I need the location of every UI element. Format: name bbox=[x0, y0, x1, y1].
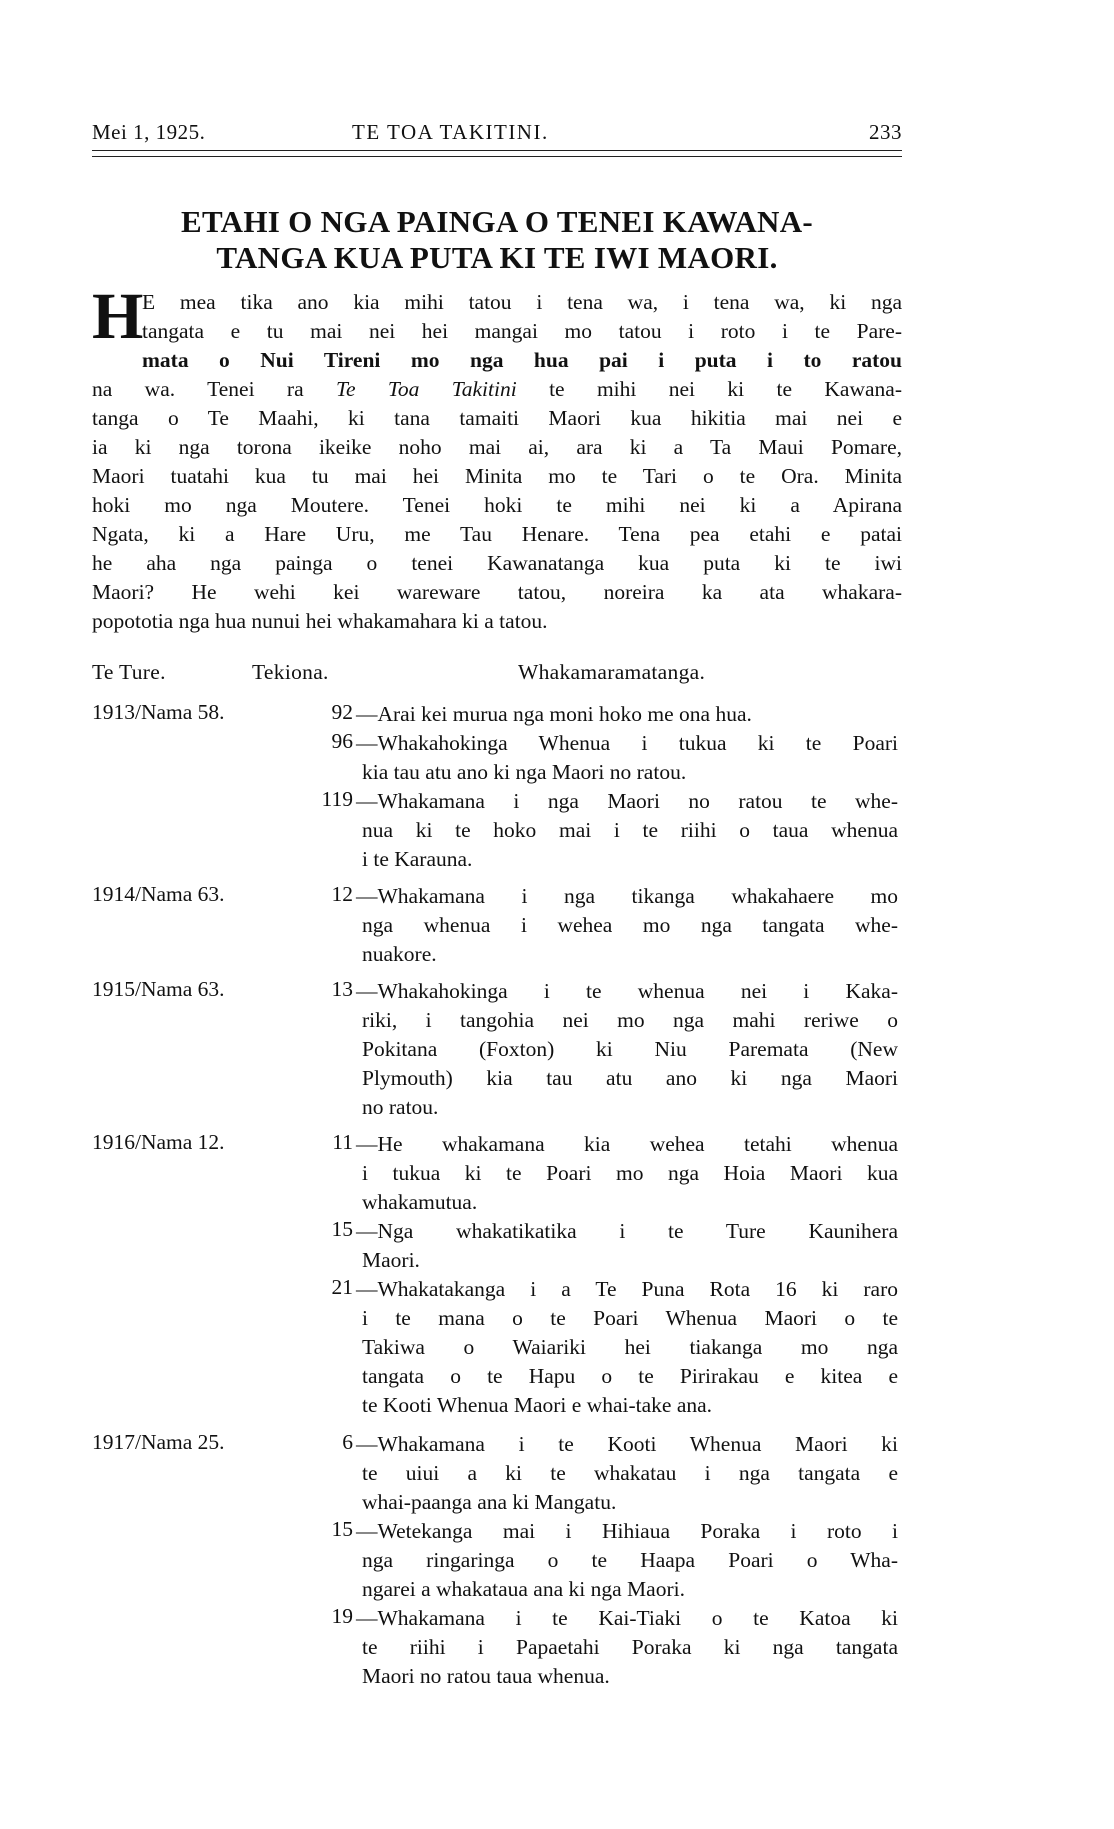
section-description-line: Pokitana (Foxton) ki Niu Paremata (New bbox=[362, 1037, 898, 1061]
section-description-line: i te Karauna. bbox=[362, 847, 473, 871]
section-description-line: whakamutua. bbox=[362, 1190, 478, 1214]
section-number: 15 bbox=[331, 1217, 353, 1241]
section-description-line: nuakore. bbox=[362, 942, 437, 966]
article-title-line-1: ETAHI O NGA PAINGA O TENEI KAWANA- bbox=[180, 204, 814, 239]
section-description-line: tangata o te Hapu o te Pirirakau e kitea e bbox=[362, 1364, 898, 1388]
act-year-number: 1916/Nama 12. bbox=[92, 1130, 225, 1154]
header-rule-double bbox=[92, 156, 902, 157]
intro-line: Maori? He wehi kei wareware tatou, noreira ka ata whakara- bbox=[92, 580, 902, 604]
intro-line: ia ki nga torona ikeike noho mai ai, ara ki a Ta Maui Pomare, bbox=[92, 435, 902, 459]
section-description-line: nga ringaringa o te Haapa Poari o Wha- bbox=[362, 1548, 898, 1572]
header-page-number: 233 bbox=[869, 120, 902, 144]
intro-line: na wa. Tenei ra Te Toa Takitini te mihi nei ki te Kawana- bbox=[92, 377, 902, 401]
running-header bbox=[92, 120, 902, 152]
act-year-number: 1914/Nama 63. bbox=[92, 882, 225, 906]
section-description-line: nua ki te hoko mai i te riihi o taua whenua bbox=[362, 818, 898, 842]
section-number: 119 bbox=[321, 787, 353, 811]
drop-cap: H bbox=[92, 280, 144, 353]
intro-line: E mea tika ano kia mihi tatou i tena wa, i tena wa, ki nga bbox=[142, 290, 902, 314]
section-description-line: —Whakamana i nga tikanga whakahaere mo bbox=[356, 884, 898, 908]
section-description-line: —Whakahokinga i te whenua nei i Kaka- bbox=[356, 979, 898, 1003]
section-description-line: kia tau atu ano ki nga Maori no ratou. bbox=[362, 760, 687, 784]
section-description-line: Takiwa o Waiariki hei tiakanga mo nga bbox=[362, 1335, 898, 1359]
article-title-line-2: TANGA KUA PUTA KI TE IWI MAORI. bbox=[216, 240, 778, 275]
intro-line: Maori tuatahi kua tu mai hei Minita mo te Tari o te Ora. Minita bbox=[92, 464, 902, 488]
section-number: 21 bbox=[331, 1275, 353, 1299]
section-description-line: te riihi i Papaetahi Poraka ki nga tangata bbox=[362, 1635, 898, 1659]
header-rule bbox=[92, 150, 902, 151]
header-date: Mei 1, 1925. bbox=[92, 120, 206, 144]
section-description-line: no ratou. bbox=[362, 1095, 439, 1119]
section-description-line: ngarei a whakataua ana ki nga Maori. bbox=[362, 1577, 685, 1601]
section-number: 11 bbox=[332, 1130, 353, 1154]
section-description-line: nga whenua i wehea mo nga tangata whe- bbox=[362, 913, 898, 937]
intro-line: Ngata, ki a Hare Uru, me Tau Henare. Tena pea etahi e patai bbox=[92, 522, 902, 546]
section-description-line: i tukua ki te Poari mo nga Hoia Maori kua bbox=[362, 1161, 898, 1185]
section-description-line: —Arai kei murua nga moni hoko me ona hua. bbox=[356, 702, 752, 726]
intro-line: hoki mo nga Moutere. Tenei hoki te mihi nei ki a Apirana bbox=[92, 493, 902, 517]
header-publication: TE TOA TAKITINI. bbox=[352, 120, 549, 144]
section-description-line: Maori. bbox=[362, 1248, 420, 1272]
section-description-line: riki, i tangohia nei mo nga mahi reriwe o bbox=[362, 1008, 898, 1032]
intro-line: mata o Nui Tireni mo nga hua pai i puta i to ratou bbox=[142, 348, 902, 372]
section-number: 13 bbox=[331, 977, 353, 1001]
section-number: 12 bbox=[331, 882, 353, 906]
section-description-line: i te mana o te Poari Whenua Maori o te bbox=[362, 1306, 898, 1330]
section-number: 6 bbox=[342, 1430, 353, 1454]
column-header-tekiona: Tekiona. bbox=[252, 660, 329, 684]
section-description-line: whai-paanga ana ki Mangatu. bbox=[362, 1490, 617, 1514]
section-number: 96 bbox=[331, 729, 353, 753]
intro-line: he aha nga painga o tenei Kawanatanga kua puta ki te iwi bbox=[92, 551, 902, 575]
act-year-number: 1915/Nama 63. bbox=[92, 977, 225, 1001]
section-description-line: —Whakamana i te Kai-Tiaki o te Katoa ki bbox=[356, 1606, 898, 1630]
intro-line: tangata e tu mai nei hei mangai mo tatou i roto i te Pare- bbox=[142, 319, 902, 343]
section-description-line: te Kooti Whenua Maori e whai-take ana. bbox=[362, 1393, 713, 1417]
column-header-whakamaramatanga: Whakamaramatanga. bbox=[518, 660, 706, 684]
section-number: 15 bbox=[331, 1517, 353, 1541]
section-description-line: —Whakahokinga Whenua i tukua ki te Poari bbox=[356, 731, 898, 755]
section-description-line: —He whakamana kia wehea tetahi whenua bbox=[356, 1132, 898, 1156]
section-description-line: —Nga whakatikatika i te Ture Kaunihera bbox=[356, 1219, 898, 1243]
act-year-number: 1913/Nama 58. bbox=[92, 700, 225, 724]
section-description-line: —Whakamana i te Kooti Whenua Maori ki bbox=[356, 1432, 898, 1456]
act-year-number: 1917/Nama 25. bbox=[92, 1430, 225, 1454]
section-description-line: —Wetekanga mai i Hihiaua Poraka i roto i bbox=[356, 1519, 898, 1543]
section-description-line: te uiui a ki te whakatau i nga tangata e bbox=[362, 1461, 898, 1485]
intro-line: tanga o Te Maahi, ki tana tamaiti Maori kua hikitia mai nei e bbox=[92, 406, 902, 430]
intro-line: popototia nga hua nunui hei whakamahara ki a tatou. bbox=[92, 609, 548, 633]
column-header-ture: Te Ture. bbox=[92, 660, 166, 684]
publication-name-italic: Te Toa Takitini bbox=[336, 377, 517, 401]
section-number: 19 bbox=[331, 1604, 353, 1628]
section-description-line: —Whakamana i nga Maori no ratou te whe- bbox=[356, 789, 898, 813]
section-description-line: —Whakatakanga i a Te Puna Rota 16 ki raro bbox=[356, 1277, 898, 1301]
section-number: 92 bbox=[331, 700, 353, 724]
section-description-line: Maori no ratou taua whenua. bbox=[362, 1664, 610, 1688]
section-description-line: Plymouth) kia tau atu ano ki nga Maori bbox=[362, 1066, 898, 1090]
